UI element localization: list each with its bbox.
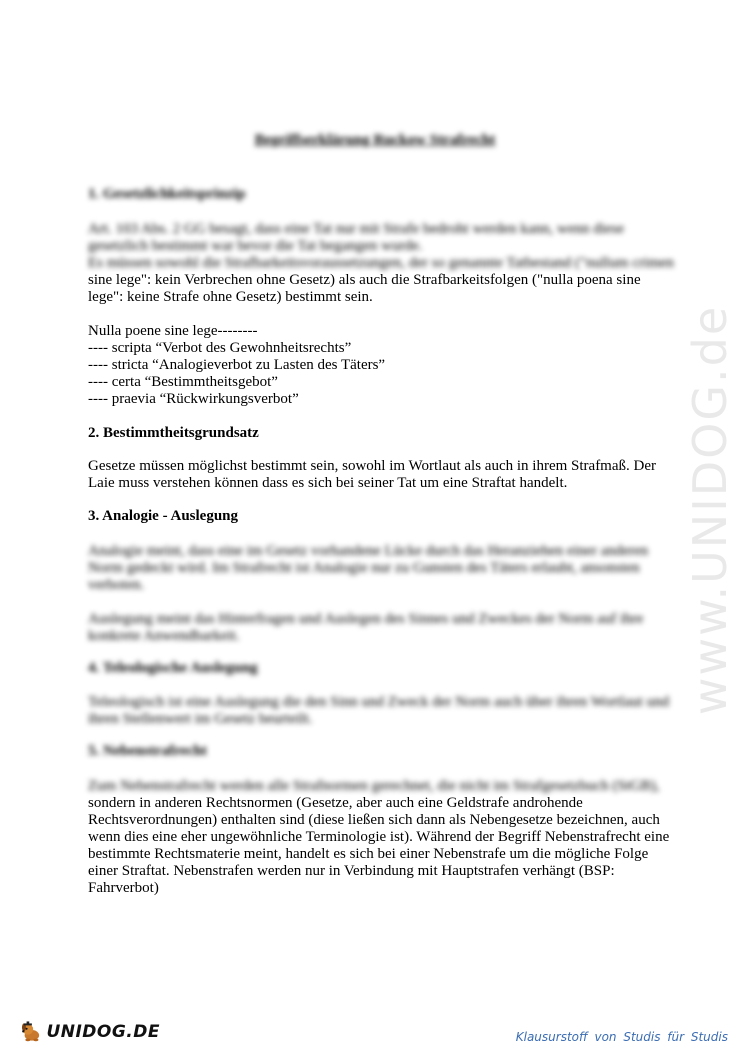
dog-mascot-icon bbox=[20, 1015, 42, 1049]
text-line: Norm gedeckt wird. Im Strafrecht ist Analogie nur zu Gunsten des Täters erlaubt, ansonsten bbox=[88, 560, 640, 576]
text-line: Gesetze müssen möglichst bestimmt sein, sowohl im Wortlaut als auch in ihrem Strafmaß. Der bbox=[88, 458, 656, 474]
text-line: sondern in anderen Rechtsnormen (Gesetze, aber auch eine Geldstrafe androhende bbox=[88, 795, 583, 811]
section-4-paragraph bbox=[88, 694, 670, 728]
section-2-heading: 2. Bestimmtheitsgrundsatz bbox=[88, 425, 259, 441]
document-title: Begriffserklärung Ruckow Strafrecht bbox=[254, 132, 496, 148]
text-line: Fahrverbot) bbox=[88, 880, 159, 896]
text-line: Es müssen sowohl die Strafbarkeitsvoraussetzungen, der so genannte Tatbestand ("nullum crimen bbox=[88, 255, 674, 271]
text-line: Art. 103 Abs. 2 GG besagt, dass eine Tat nur mit Strafe bedroht werden kann, wenn diese bbox=[88, 221, 625, 237]
list-item: ---- scripta “Verbot des Gewohnheitsrechts” bbox=[88, 340, 352, 356]
list-item: ---- praevia “Rückwirkungsverbot” bbox=[88, 391, 299, 407]
text-line: gesetzlich bestimmt war bevor die Tat begangen wurde. bbox=[88, 238, 423, 254]
section-5-paragraph bbox=[88, 778, 670, 897]
section-1-paragraph bbox=[88, 221, 674, 306]
text-line: Auslegung meint das Hinterfragen und Auslegen des Sinnes und Zweckes der Norm auf ihre bbox=[88, 611, 644, 627]
text-line: einer Straftat. Nebenstrafen werden nur in Verbindung mit Hauptstrafen verhängt (BSP: bbox=[88, 863, 615, 879]
text-line: Analogie meint, dass eine im Gesetz vorhandene Lücke durch das Heranziehen einer anderen bbox=[88, 543, 649, 559]
text-line: Teleologisch ist eine Auslegung die den Sinn und Zweck der Norm auch über ihren Wortlaut und bbox=[88, 694, 670, 710]
watermark-text: www.UNIDOG.de bbox=[683, 304, 737, 716]
text-line: ihren Stellenwert im Gesetz beurteilt. bbox=[88, 711, 313, 727]
section-3-heading: 3. Analogie - Auslegung bbox=[88, 508, 239, 524]
logo-text: UNIDOG.DE bbox=[46, 1022, 160, 1042]
section-3-paragraph-2 bbox=[88, 611, 663, 645]
text-line: verboten. bbox=[88, 577, 145, 593]
text-line: Zum Nebenstrafrecht werden alle Strafnormen gerechnet, die nicht im Strafgesetzbuch (StGB), bbox=[88, 778, 660, 794]
footer-slogan: Klausurstoff von Studis für Studis bbox=[515, 1030, 728, 1044]
section-3-paragraph-1 bbox=[88, 543, 663, 594]
list-item: ---- certa “Bestimmtheitsgebot” bbox=[88, 374, 278, 390]
text-line: bestimmte Rechtsmaterie meint, handelt es sich bei einer Nebenstrafe um die mögliche Folge bbox=[88, 846, 649, 862]
section-5-heading: 5. Nebenstrafrecht bbox=[88, 743, 207, 759]
text-line: Rechtsverordnungen) enthalten sind (diese ließen sich dann als Nebengesetze bezeichnen, auch bbox=[88, 812, 660, 828]
section-1-heading: 1. Gesetzlichkeitsprinzip bbox=[88, 186, 246, 202]
text-line: lege": keine Strafe ohne Gesetz) bestimmt sein. bbox=[88, 289, 373, 305]
text-line: Laie muss verstehen können dass es sich bei seiner Tat um eine Straftat handelt. bbox=[88, 475, 568, 491]
text-line: konkrete Anwendbarkeit. bbox=[88, 628, 240, 644]
list-item: ---- stricta “Analogieverbot zu Lasten des Täters” bbox=[88, 357, 386, 373]
unidog-logo[interactable] bbox=[20, 1012, 160, 1052]
list-item: Nulla poene sine lege-------- bbox=[88, 323, 258, 339]
section-1-list bbox=[88, 323, 663, 408]
text-line: sine lege": kein Verbrechen ohne Gesetz) als auch die Strafbarkeitsfolgen ("nulla poena sine bbox=[88, 272, 641, 288]
section-2-paragraph bbox=[88, 458, 663, 492]
section-4-heading: 4. Teleologische Auslegung bbox=[88, 660, 258, 676]
text-line: wenn dies eine eher ungewöhnliche Terminologie ist). Während der Begriff Nebenstrafrecht eine bbox=[88, 829, 670, 845]
